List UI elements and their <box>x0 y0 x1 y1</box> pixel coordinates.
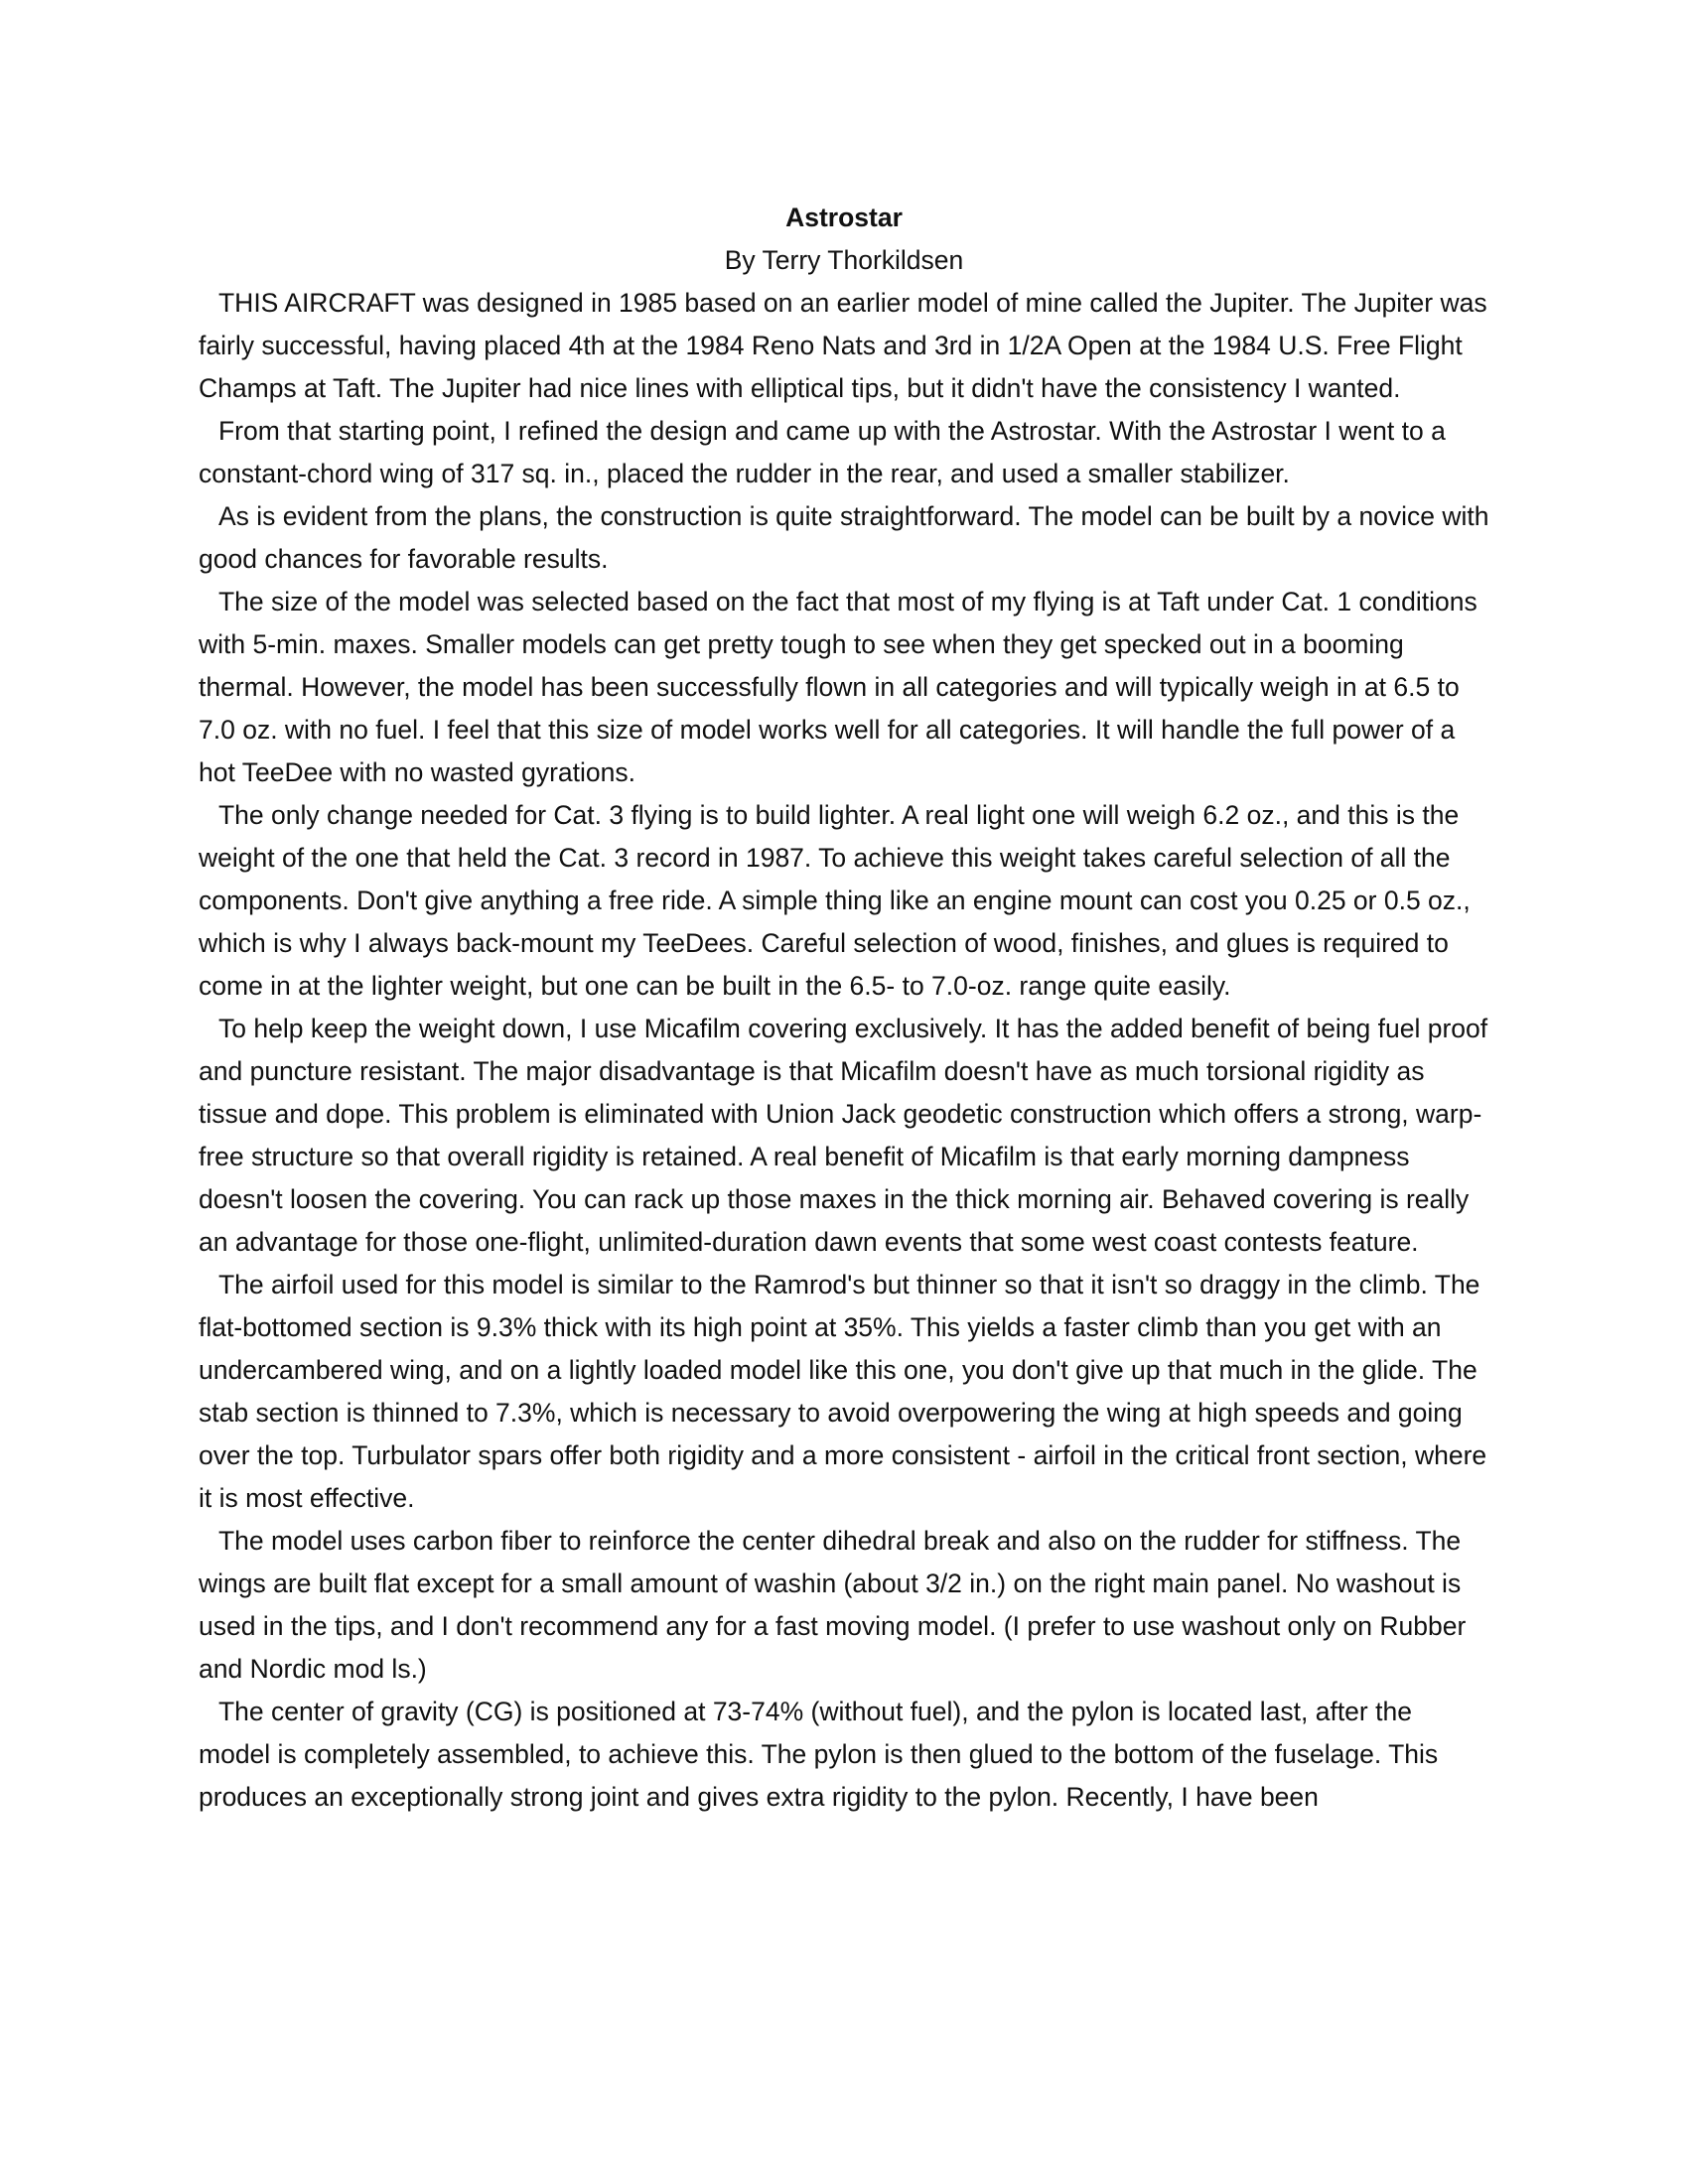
paragraph: The center of gravity (CG) is positioned at 73-74% (without fuel), and the pylon is located last, after the model is completely assembled, to achieve this. The pylon is then glued to the bottom of the fuselage. This produces an exceptionally strong joint and gives extra rigidity to the pylon. Recently, I have been <box>199 1697 1439 1812</box>
paragraph: The size of the model was selected based on the fact that most of my flying is at Taft under Cat. 1 conditions with 5-min. maxes. Smaller models can get pretty tough to see when they get specked out in a booming thermal. However, the model has been successfully flown in all categories and will typically weigh in at 6.5 to 7.0 oz. with no fuel. I feel that this size of model works well for all categories. It will handle the full power of a hot TeeDee with no wasted gyrations. <box>199 587 1477 787</box>
document-page <box>199 197 1489 1819</box>
document-byline: By Terry Thorkildsen <box>724 245 964 275</box>
paragraph: To help keep the weight down, I use Micafilm covering exclusively. It has the added benefit of being fuel proof and puncture resistant. The major disadvantage is that Micafilm doesn't have as much torsional rigidity as tissue and dope. This problem is eliminated with Union Jack geodetic construction which offers a strong, warp-free structure so that overall rigidity is retained. A real benefit of Micafilm is that early morning dampness doesn't loosen the covering. You can rack up those maxes in the thick morning air. Behaved covering is really an advantage for those one-flight, unlimited-duration dawn events that some west coast contests feature. <box>199 1014 1488 1257</box>
document-title: Astrostar <box>785 203 903 232</box>
paragraph: The model uses carbon fiber to reinforce the center dihedral break and also on the rudder for stiffness. The wings are built flat except for a small amount of washin (about 3/2 in.) on the right main panel. No washout is used in the tips, and I don't recommend any for a fast moving model. (I prefer to use washout only on Rubber and Nordic mod ls.) <box>199 1526 1467 1684</box>
paragraph: THIS AIRCRAFT was designed in 1985 based on an earlier model of mine called the Jupiter. The Jupiter was fairly successful, having placed 4th at the 1984 Reno Nats and 3rd in 1/2A Open at the 1984 U.S. Free Flight Champs at Taft. The Jupiter had nice lines with elliptical tips, but it didn't have the consistency I wanted. <box>199 288 1487 403</box>
paragraph: As is evident from the plans, the construction is quite straightforward. The model can be built by a novice with good chances for favorable results. <box>199 501 1489 574</box>
paragraph: From that starting point, I refined the design and came up with the Astrostar. With the Astrostar I went to a constant-chord wing of 317 sq. in., placed the rudder in the rear, and used a smaller stabilizer. <box>199 416 1446 488</box>
paragraph: The airfoil used for this model is similar to the Ramrod's but thinner so that it isn't so draggy in the climb. The flat-bottomed section is 9.3% thick with its high point at 35%. This yields a faster climb than you get with an undercambered wing, and on a lightly loaded model like this one, you don't give up that much in the glide. The stab section is thinned to 7.3%, which is necessary to avoid overpowering the wing at high speeds and going over the top. Turbulator spars offer both rigidity and a more consistent - airfoil in the critical front section, where it is most effective. <box>199 1270 1487 1513</box>
paragraph: The only change needed for Cat. 3 flying is to build lighter. A real light one will weigh 6.2 oz., and this is the weight of the one that held the Cat. 3 record in 1987. To achieve this weight takes careful selection of all the components. Don't give anything a free ride. A simple thing like an engine mount can cost you 0.25 or 0.5 oz., which is why I always back-mount my TeeDees. Careful selection of wood, finishes, and glues is required to come in at the lighter weight, but one can be built in the 6.5- to 7.0-oz. range quite easily. <box>199 800 1471 1001</box>
